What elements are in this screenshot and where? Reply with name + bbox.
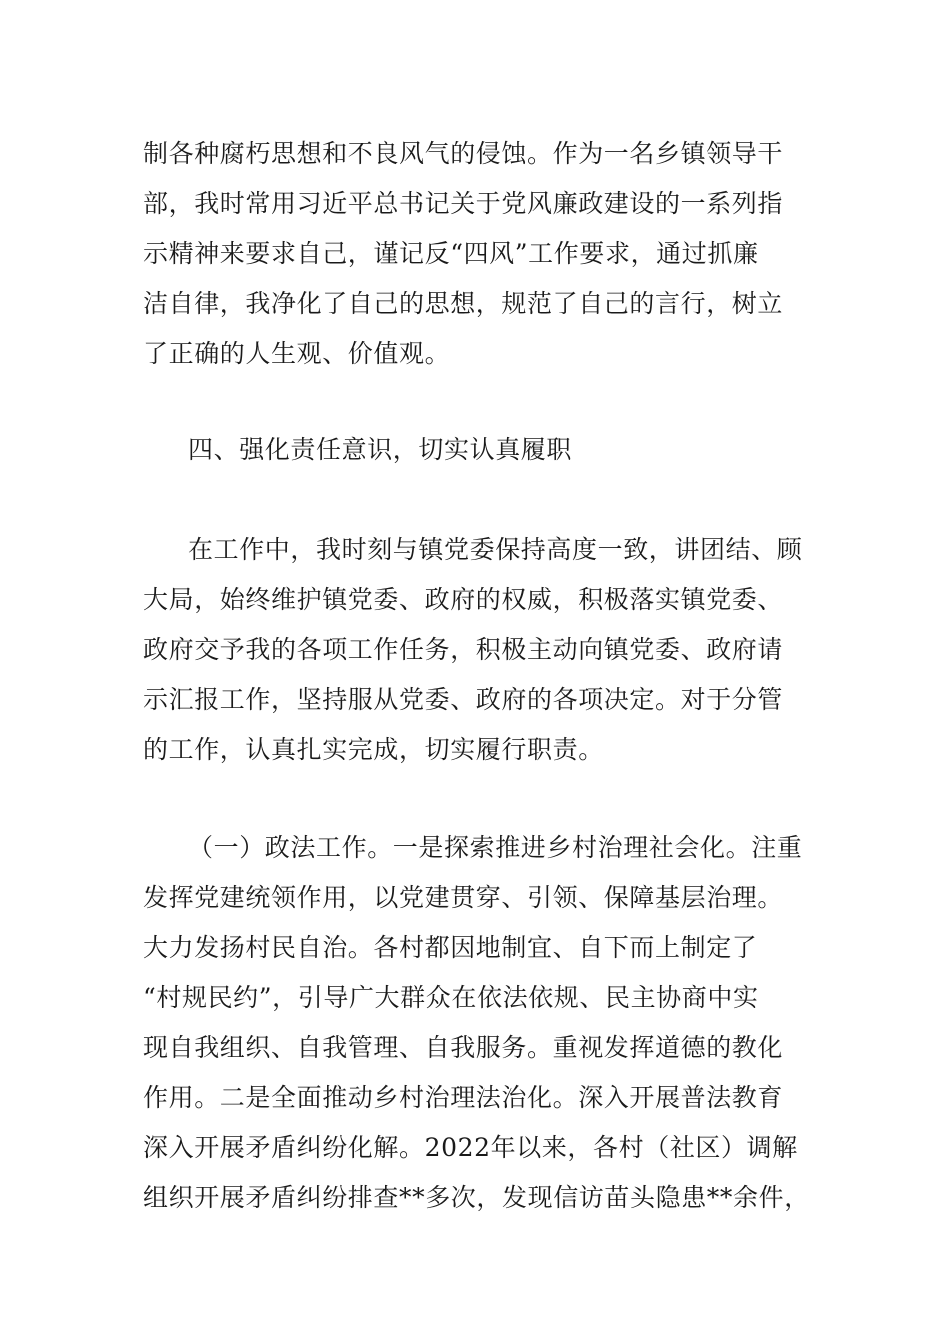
paragraph-line: 洁自律，我净化了自己的思想，规范了自己的言行，树立 xyxy=(143,289,784,318)
paragraph-line: 了正确的人生观、价值观。 xyxy=(143,339,451,368)
paragraph-line: 大力发扬村民自治。各村都因地制宜、自下而上制定了 xyxy=(143,933,758,962)
paragraph-line: 发挥党建统领作用，以党建贯穿、引领、保障基层治理。 xyxy=(143,883,784,912)
paragraph-line: 作用。二是全面推动乡村治理法治化。深入开展普法教育 xyxy=(143,1083,784,1112)
paragraph-line: 在工作中，我时刻与镇党委保持高度一致，讲团结、顾 xyxy=(188,535,803,564)
paragraph-line: （一）政法工作。一是探索推进乡村治理社会化。注重 xyxy=(188,833,803,862)
paragraph-line: 现自我组织、自我管理、自我服务。重视发挥道德的教化 xyxy=(143,1033,784,1062)
paragraph-line: 示精神来要求自己，谨记反“四风”工作要求，通过抓廉 xyxy=(143,239,759,268)
paragraph-line: 政府交予我的各项工作任务，积极主动向镇党委、政府请 xyxy=(143,635,784,664)
paragraph-line: 大局，始终维护镇党委、政府的权威，积极落实镇党委、 xyxy=(143,585,784,614)
paragraph-line: “村规民约”，引导广大群众在依法依规、民主协商中实 xyxy=(143,983,759,1012)
paragraph-line: 示汇报工作，坚持服从党委、政府的各项决定。对于分管 xyxy=(143,685,784,714)
paragraph-line: 部，我时常用习近平总书记关于党风廉政建设的一系列指 xyxy=(143,189,784,218)
paragraph-line: 组织开展矛盾纠纷排查**多次，发现信访苗头隐患**余件， xyxy=(143,1183,810,1212)
paragraph-line: 深入开展矛盾纠纷化解。2022年以来，各村（社区）调解 xyxy=(143,1133,798,1162)
section-heading: 四、强化责任意识，切实认真履职 xyxy=(188,435,573,464)
paragraph-line: 制各种腐朽思想和不良风气的侵蚀。作为一名乡镇领导干 xyxy=(143,139,784,168)
paragraph-line: 的工作，认真扎实完成，切实履行职责。 xyxy=(143,735,604,764)
